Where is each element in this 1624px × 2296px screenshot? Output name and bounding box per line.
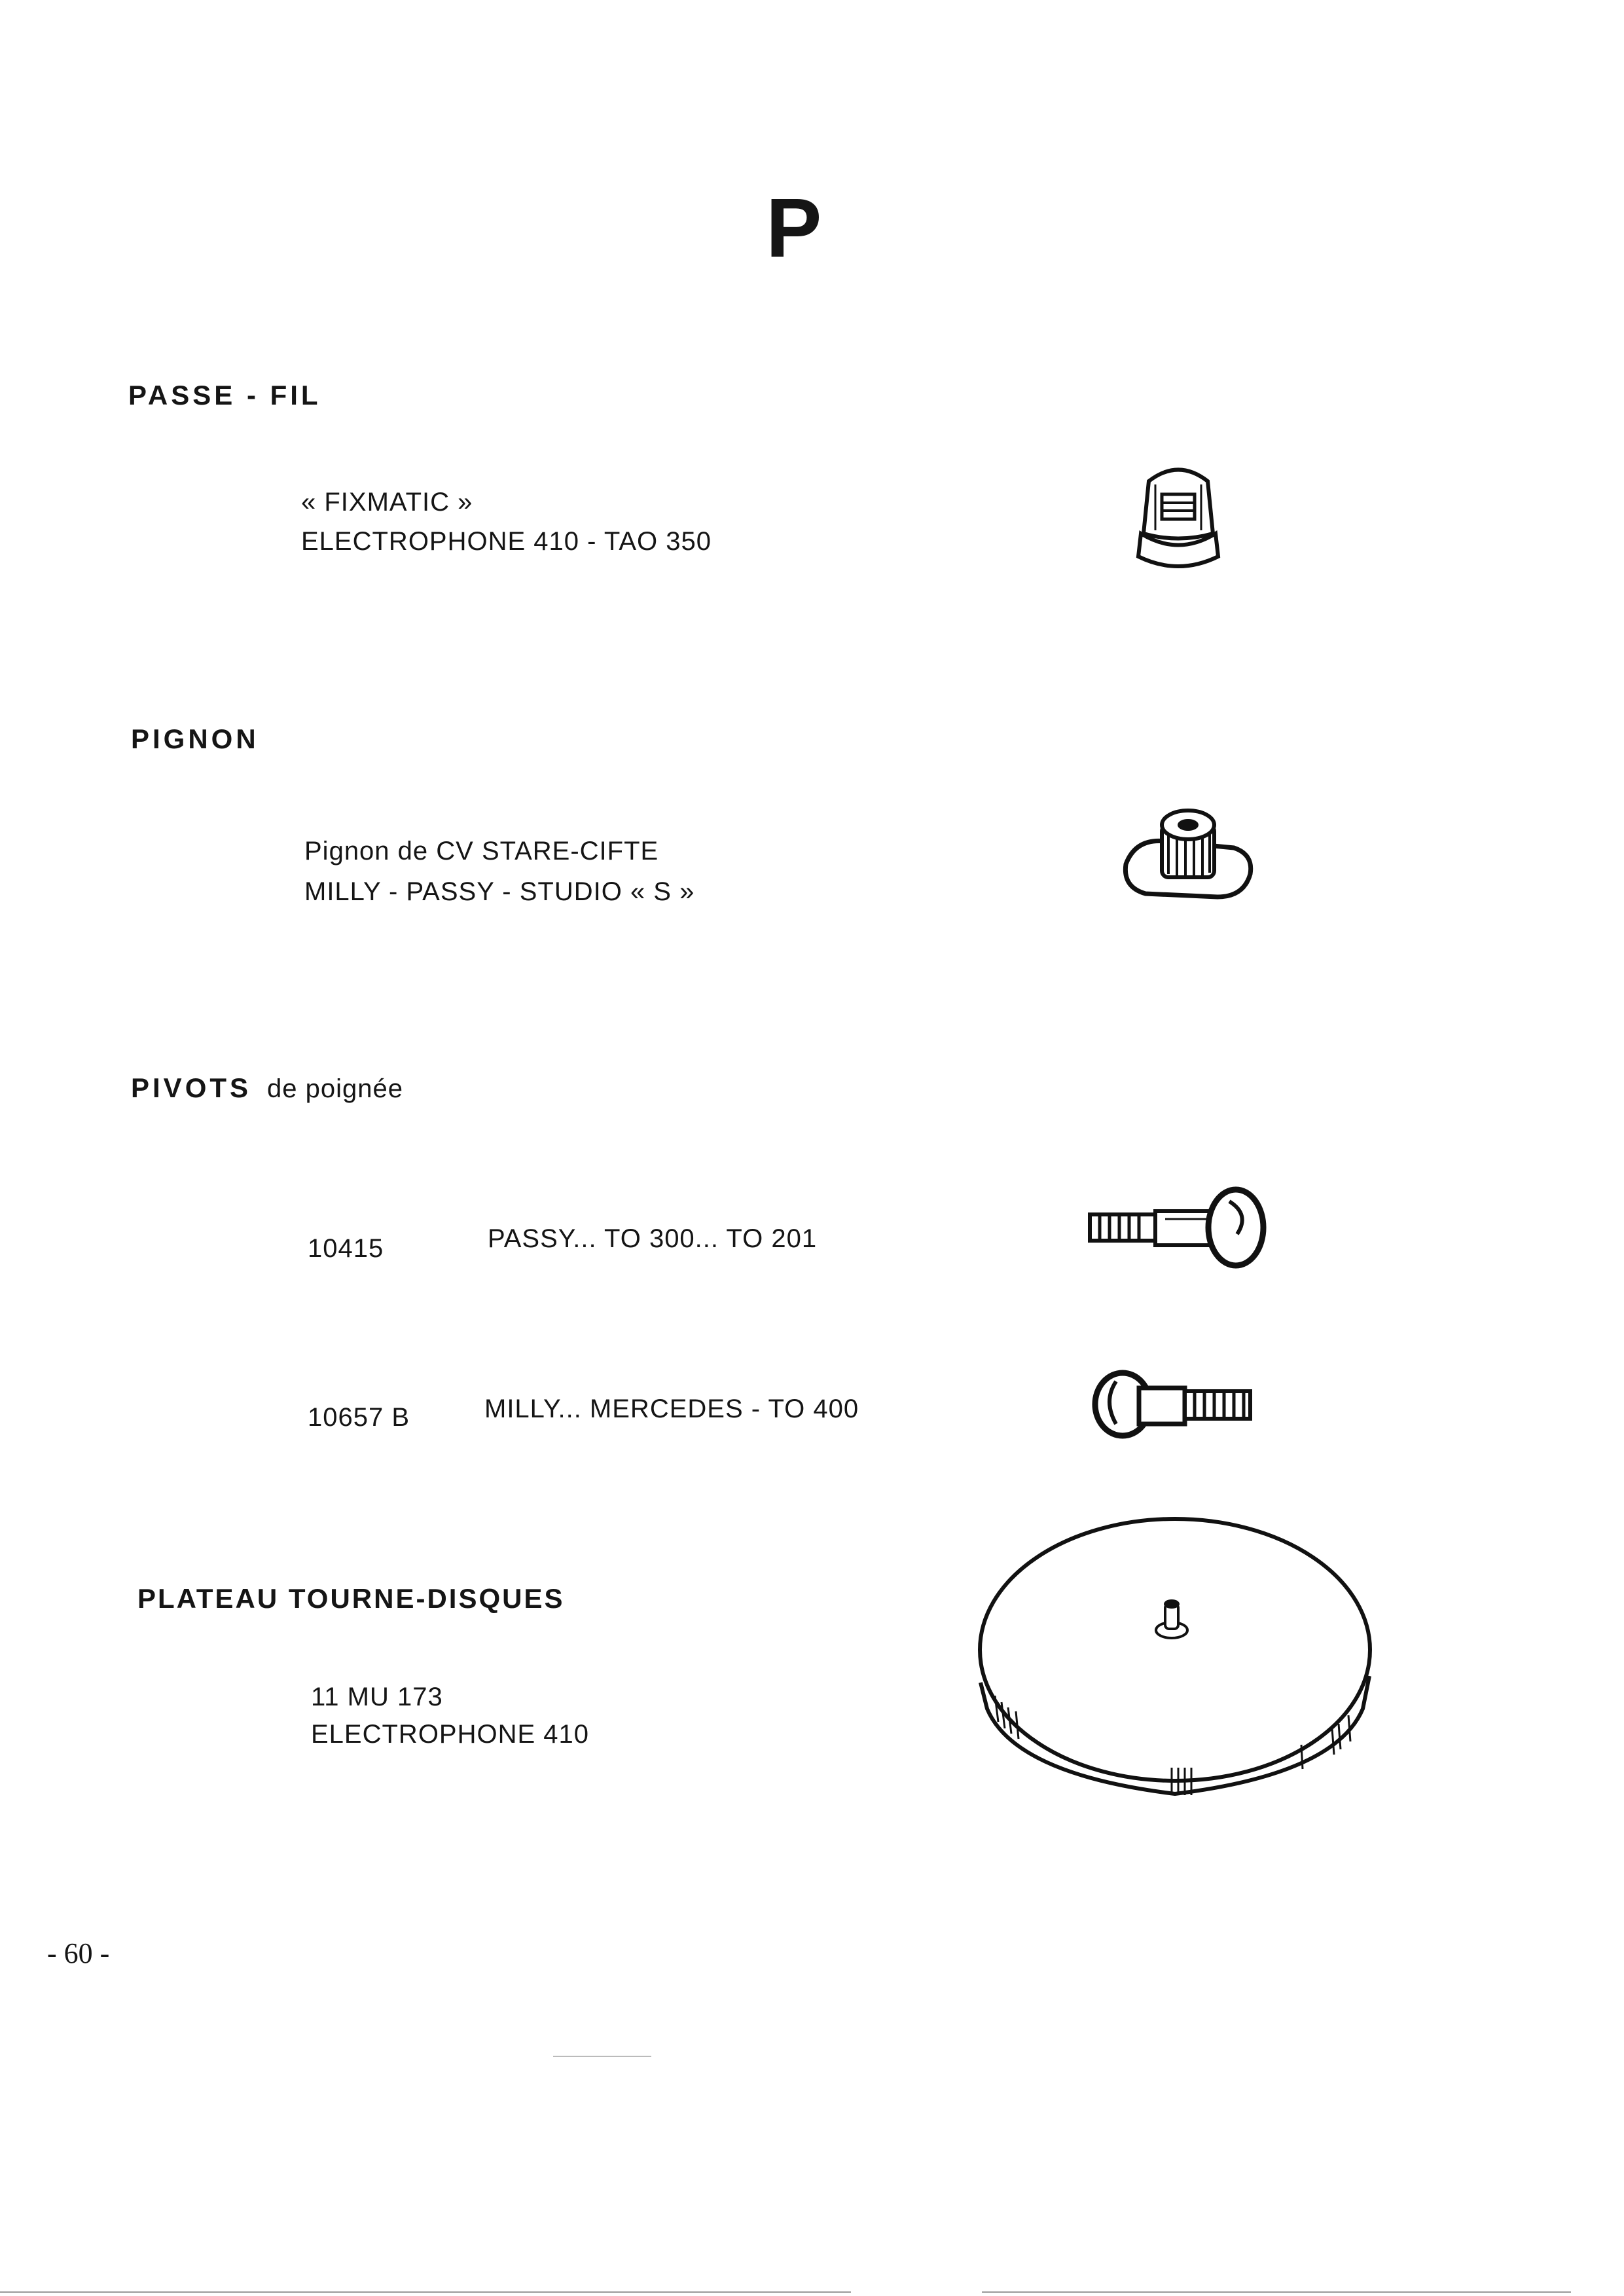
page-number: - 60 -	[47, 1937, 110, 1969]
pignon-line-2: MILLY - PASSY - STUDIO « S »	[304, 877, 695, 906]
cable-grommet-icon	[1129, 458, 1227, 573]
passe-fil-line-2: ELECTROPHONE 410 - TAO 350	[301, 527, 712, 556]
pignon-line-1: Pignon de CV STARE-CIFTE	[304, 837, 659, 866]
heading-pignon: PIGNON	[131, 723, 259, 754]
section-letter: P	[766, 181, 822, 275]
pivots-subtitle: de poignée	[267, 1074, 404, 1103]
turntable-platter-icon	[975, 1499, 1375, 1807]
handle-pivot-long-icon	[1087, 1185, 1270, 1277]
passe-fil-line-1: « FIXMATIC »	[301, 488, 473, 517]
pinion-gear-icon	[1119, 802, 1257, 913]
heading-pivots	[131, 1072, 403, 1104]
heading-passe-fil: PASSE - FIL	[128, 380, 321, 410]
pivots-title: PIVOTS	[131, 1072, 252, 1103]
scan-speck	[553, 2056, 651, 2057]
handle-pivot-short-icon	[1090, 1362, 1260, 1447]
plateau-line-2: ELECTROPHONE 410	[311, 1720, 590, 1749]
plateau-line-1: 11 MU 173	[311, 1683, 443, 1711]
scan-edge-line	[0, 2291, 851, 2293]
heading-plateau-tourne-disques: PLATEAU TOURNE-DISQUES	[137, 1583, 565, 1614]
pivot-ref-10657b: 10657 B	[308, 1403, 410, 1432]
pivot-ref-10415: 10415	[308, 1234, 384, 1263]
scan-edge-line	[982, 2291, 1571, 2293]
pivot-models-10657b: MILLY... MERCEDES - TO 400	[484, 1394, 859, 1423]
pivot-models-10415: PASSY... TO 300... TO 201	[488, 1224, 818, 1253]
